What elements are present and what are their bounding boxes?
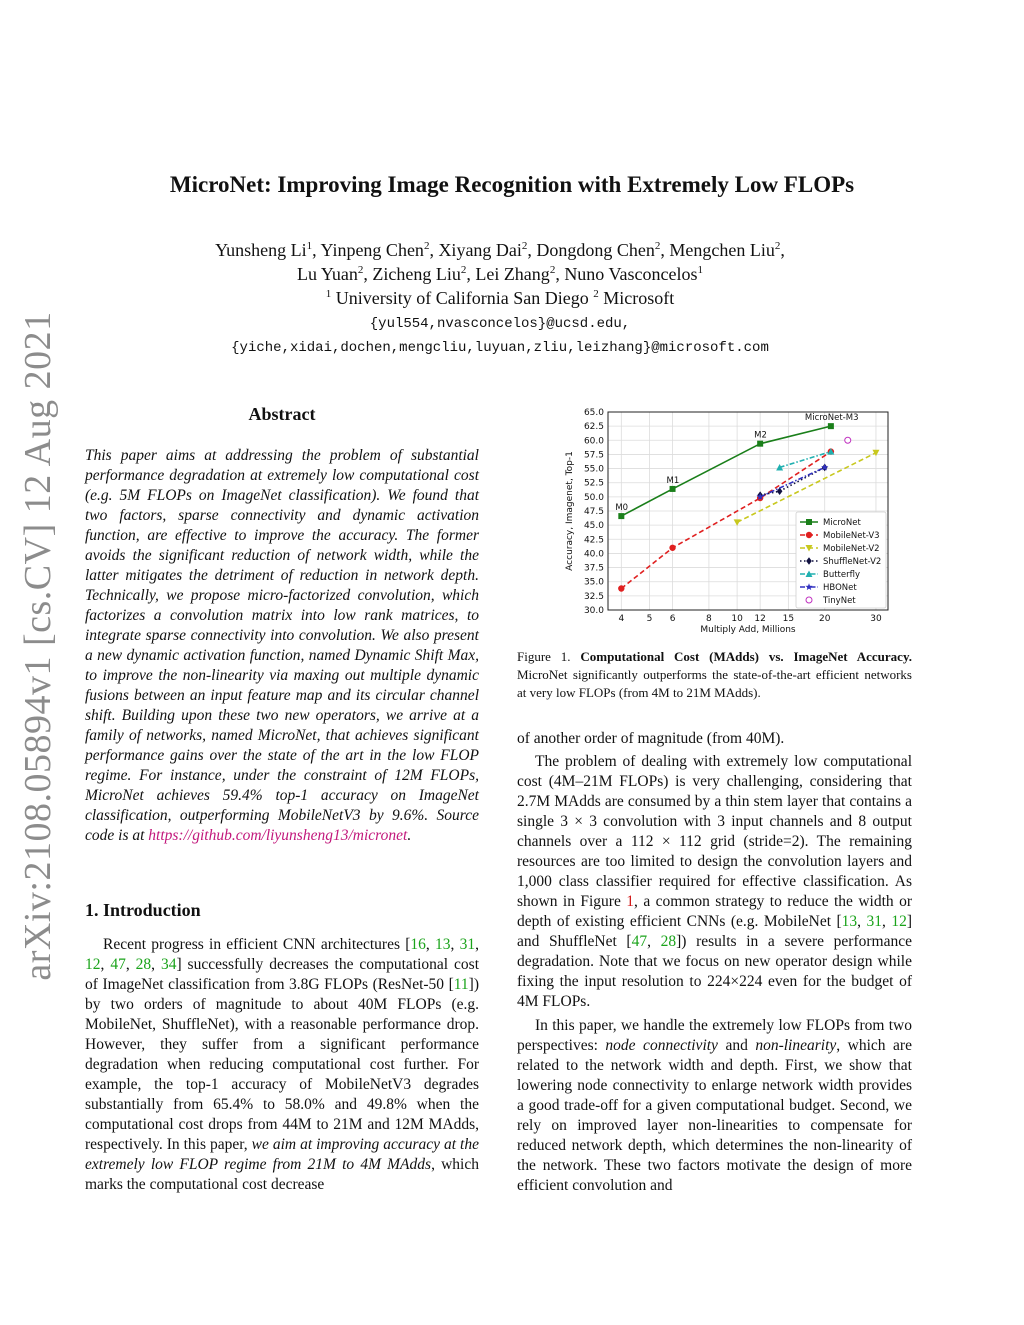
data-point-mobilenet-v2 (872, 450, 879, 457)
abstract-body (85, 446, 479, 846)
citation[interactable]: 31 (866, 913, 882, 930)
text: , (100, 956, 111, 973)
y-tick-label: 37.5 (583, 563, 604, 574)
author-separator: , (527, 240, 537, 260)
citation[interactable]: 16 (410, 936, 426, 953)
x-tick-label: 4 (618, 614, 625, 624)
chart-svg (560, 400, 890, 640)
affiliation-mark-2: 2 (593, 288, 599, 300)
caption-label: Figure 1. (517, 649, 581, 664)
y-tick-label: 30.0 (583, 606, 604, 616)
data-point-micronet (670, 486, 676, 492)
emphasis: we aim at improving accuracy at the extremely low FLOP regime from 21M to 4M MAdds (85, 1136, 479, 1173)
source-code-link[interactable]: https://github.com/liyunsheng13/micronet (148, 827, 408, 844)
author-separator: , (363, 264, 373, 284)
citation[interactable]: 31 (459, 936, 476, 953)
author-separator: , (555, 264, 565, 284)
author-separator: , (780, 240, 785, 260)
caption-title: Computational Cost (MAdds) vs. ImageNet Accuracy. (580, 649, 912, 664)
text: , (450, 936, 460, 953)
text: , (425, 936, 436, 953)
x-tick-label: 30 (870, 614, 882, 624)
author-affiliation-mark: 2 (423, 240, 430, 252)
intro-paragraph-1 (85, 935, 479, 1195)
y-tick-label: 32.5 (583, 591, 604, 602)
author-name: Mengchen Liu (669, 240, 775, 260)
author-affiliation-mark: 2 (774, 240, 781, 252)
text: , (151, 956, 161, 973)
emphasis: non-linearity (755, 1037, 837, 1054)
authors-line-1 (0, 240, 1000, 261)
data-point-mobilenet-v3 (669, 545, 675, 551)
caption-text: MicroNet significantly outperforms the state-of-the-art efficient networks at very low FLOPs (from 4M to 21M MAdds). (517, 667, 912, 700)
legend-label: MobileNet-V2 (823, 544, 880, 554)
y-tick-label: 47.5 (583, 507, 604, 517)
authors-line-2 (0, 264, 1000, 285)
data-point-mobilenet-v3 (618, 585, 624, 591)
y-tick-label: 40.0 (583, 549, 604, 560)
point-label: M1 (666, 475, 680, 486)
series-line-hbonet (760, 467, 825, 497)
text: , (125, 956, 136, 973)
y-tick-label: 62.5 (583, 422, 604, 433)
citation[interactable]: 13 (435, 936, 451, 953)
abstract-heading: Abstract (248, 404, 316, 424)
figure-1-caption (517, 648, 912, 702)
author-affiliation-mark: 2 (460, 264, 467, 276)
citation[interactable]: 28 (660, 933, 677, 950)
text: , (857, 913, 867, 930)
text: In this paper, we handle the extremely low FLOPs from two perspectives: (517, 1017, 912, 1054)
right-paragraph-problem (517, 752, 912, 1012)
point-label: M2 (754, 430, 767, 441)
legend-label: ShuffleNet-V2 (823, 557, 882, 567)
figure-1-chart (560, 400, 890, 640)
text: ] and ShuffleNet [ (517, 913, 912, 950)
author-affiliation-mark: 1 (306, 240, 313, 252)
citation[interactable]: 12 (85, 956, 101, 973)
citation[interactable]: 12 (891, 913, 907, 930)
text: , (881, 913, 892, 930)
author-affiliation-mark: 2 (521, 240, 528, 252)
author-name: Dongdong Chen (536, 240, 655, 260)
author-affiliation-mark: 2 (549, 264, 556, 276)
right-paragraph-approach (517, 1016, 912, 1196)
abstract-end: . (407, 827, 412, 844)
arxiv-side-stamp: arXiv:2108.05894v1 [cs.CV] 12 Aug 2021 (17, 311, 59, 981)
affiliation-microsoft: Microsoft (598, 288, 675, 308)
author-separator: , (429, 240, 439, 260)
y-tick-label: 65.0 (583, 408, 604, 418)
abstract-text: This paper aims at addressing the problem of substantial performance degradation at extremely low computational cost (e.g. 5M FLOPs on ImageNet classification). We found that two factors, sparse connectivity and dynamic activation function, are effective to improve the accuracy. The former avoids the significant reduction of network width, while the latter mitigates the detriment of reduction in network depth. Technically, we propose micro-factorized convolution, which factorizes a convolution matrix into low rank matrices, to integrate sparse connectivity into convolution. We also present a new dynamic activation function, named Dynamic Shift Max, to improve the non-linearity via maxing out multiple dynamic fusions between an input feature map and its circular channel shift. Building upon these two new operators, we arrive at a family of networks, named MicroNet, that achieves significant performance gains over the state of the art in the low FLOP regime. For instance, under the constraint of 12M FLOPs, MicroNet achieves 59.4% top-1 accuracy on ImageNet classification, outperforming MobileNetV3 by 9.6%. Source code is at (85, 447, 479, 844)
author-affiliation-mark: 1 (697, 264, 703, 276)
text: , a common strategy to reduce the width or depth of existing efficient CNNs (e.g. MobileNet [ (517, 893, 913, 930)
y-tick-label: 55.0 (583, 464, 604, 475)
x-tick-label: 12 (754, 614, 766, 624)
text: , which are related to the network width and depth. First, we show that lowering node connectivity to enlarge network width provides a good trade-off for a given computational budget. Second, we rely on improved layer non-linearities to compensate for reduced network depth, which determines the non-linearity of the network. These two factors motivate the design of more efficient convolution and (517, 1037, 912, 1194)
author-affiliation-mark: 2 (357, 264, 364, 276)
x-tick-label: 15 (782, 614, 795, 624)
legend-marker-tinynet (806, 597, 812, 603)
y-tick-label: 35.0 (583, 577, 604, 588)
series-line-butterfly (780, 452, 831, 468)
x-axis-label: Multiply Add, Millions (700, 625, 796, 635)
series-line-micronet (621, 426, 831, 516)
right-paragraph-continuation: of another order of magnitude (from 40M). (517, 730, 785, 747)
affiliation-ucsd: University of California San Diego (331, 288, 594, 308)
introduction-heading: 1. Introduction (85, 900, 201, 920)
legend-label: MicroNet (823, 518, 861, 528)
citation[interactable]: 28 (135, 956, 152, 973)
author-name: Lu Yuan (297, 264, 358, 284)
author-separator: , (466, 264, 476, 284)
citation[interactable]: 13 (841, 913, 858, 930)
y-tick-label: 45.0 (583, 521, 604, 532)
point-label: M0 (615, 503, 629, 514)
data-point-micronet (828, 423, 834, 429)
x-tick-label: 20 (818, 614, 831, 624)
author-name: Yinpeng Chen (320, 240, 424, 260)
y-tick-label: 42.5 (583, 535, 604, 546)
author-name: Lei Zhang (475, 264, 550, 284)
text: The problem of dealing with extremely low computational cost (4M–21M FLOPs) is very challenging, considering that 2.7M MAdds are consumed by a thin stem layer that contains a single 3 × 3 convolution with 3 input channels and 8 output channels over a 112 × 112 grid (stride=2). The remaining resources are too limited to design the convolution layers and 1,000 class classifier required for effective classification. As shown in Figure (517, 753, 912, 910)
y-axis-label: Accuracy, Imagenet, Top-1 (565, 451, 575, 571)
author-separator: , (312, 240, 321, 260)
author-separator: , (660, 240, 670, 260)
text: Recent progress in efficient CNN architectures [ (103, 936, 411, 953)
text: and (717, 1037, 756, 1054)
text: , (475, 936, 479, 953)
text: ]) by two orders of magnitude to about 40M FLOPs (e.g. MobileNet, ShuffleNet), with a reasonable performance drop. However, they suffer from a significant performance degradation when reducing computational cost further. For example, the top-1 accuracy of MobileNetV3 degrades substantially from 65.4% to 58.0% and 49.8% when the computational cost drops from 44M to 21M and 12M MAdds, respectively. In this paper, (85, 976, 479, 1153)
legend-label: HBONet (823, 583, 857, 593)
data-point-tinynet (845, 437, 851, 443)
figure-reference[interactable]: 1 (626, 893, 635, 910)
y-tick-label: 60.0 (583, 436, 604, 447)
y-tick-label: 50.0 (583, 492, 604, 503)
affiliation-mark-1: 1 (325, 288, 332, 300)
legend-marker-mobilenet-v3 (806, 532, 812, 538)
affiliations (0, 288, 1000, 309)
citation[interactable]: 47 (631, 933, 648, 950)
citation[interactable]: 47 (110, 956, 126, 973)
text: ] successfully decreases the computational cost of ImageNet classification from 3.8G FLOPs (ResNet-50 [ (85, 956, 479, 993)
author-affiliation-mark: 2 (654, 240, 661, 252)
x-tick-label: 6 (669, 614, 676, 624)
emphasis: node connectivity (605, 1037, 718, 1054)
legend-label: Butterfly (823, 570, 860, 580)
legend-label: TinyNet (823, 596, 856, 606)
text: , (647, 933, 661, 950)
email-line-1: {yul554,nvasconcelos}@ucsd.edu, (369, 316, 631, 332)
x-tick-label: 8 (706, 614, 712, 624)
text: ]) results in a severe performance degradation. Note that we focus on new operator design while fixing the input resolution to 224×224 even for the budget of 4M FLOPs. (517, 933, 912, 1010)
x-tick-label: 5 (646, 614, 653, 624)
author-name: Yunsheng Li (215, 240, 307, 260)
data-point-micronet (757, 441, 763, 447)
author-name: Nuno Vasconcelos (564, 264, 698, 284)
paper-title: MicroNet: Improving Image Recognition with Extremely Low FLOPs (169, 172, 855, 197)
author-name: Zicheng Liu (372, 264, 461, 284)
email-line-2: {yiche,xidai,dochen,mengcliu,luyuan,zliu,leizhang}@microsoft.com (231, 340, 769, 356)
author-name: Xiyang Dai (438, 240, 522, 260)
data-point-micronet (618, 513, 624, 519)
citation[interactable]: 34 (160, 956, 177, 973)
y-tick-label: 52.5 (583, 478, 604, 489)
point-label: MicroNet-M3 (804, 413, 859, 424)
legend-label: MobileNet-V3 (823, 531, 880, 541)
y-tick-label: 57.5 (583, 450, 604, 461)
x-tick-label: 10 (731, 614, 743, 624)
text: , which marks the computational cost decrease (85, 1156, 479, 1193)
legend-marker-micronet (806, 519, 812, 525)
citation[interactable]: 11 (453, 976, 469, 993)
